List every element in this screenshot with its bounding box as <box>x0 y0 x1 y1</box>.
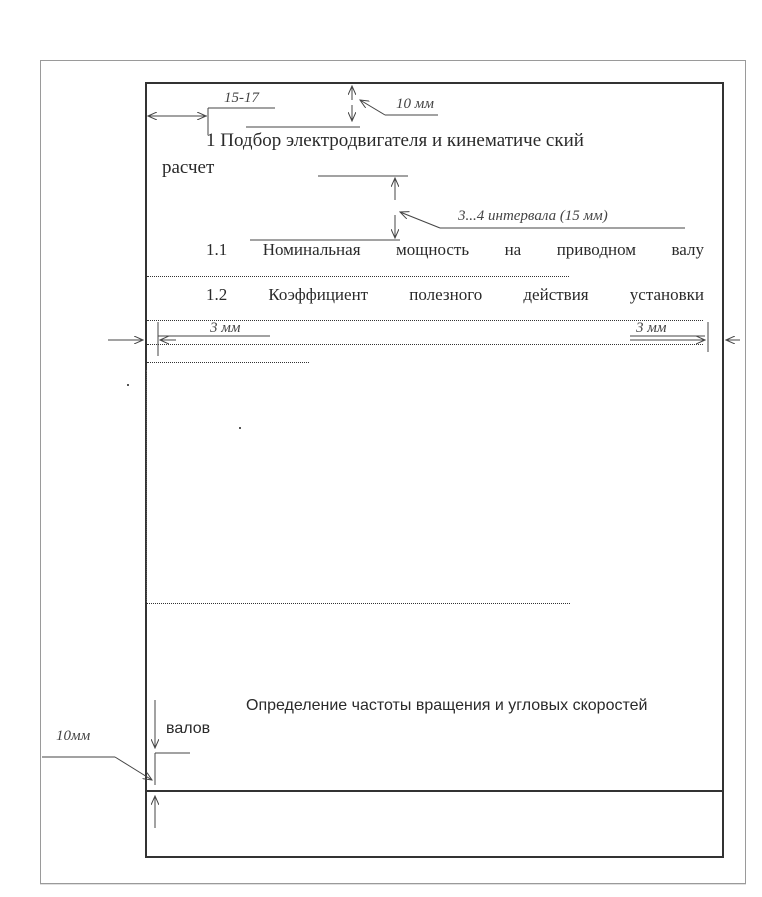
speck <box>239 427 241 429</box>
interval-leader <box>400 212 440 228</box>
indent-label: 15-17 <box>224 90 259 106</box>
item-1-1-row <box>206 240 704 260</box>
section1-heading: 1 Подбор электродвигателя и кинематиче ский <box>206 130 584 151</box>
item-word: мощность <box>396 240 470 259</box>
section2-heading-cont: валов <box>166 720 211 737</box>
dotted-fill-3 <box>147 344 703 345</box>
item-word: полезного <box>409 285 483 304</box>
item-word: валу <box>671 240 704 259</box>
dotted-fill-5 <box>147 603 570 604</box>
item-word: установки <box>629 285 704 304</box>
top-margin-leader <box>360 100 385 115</box>
item-number: 1.1 <box>206 240 228 259</box>
vertical-dotted-margin <box>146 370 147 602</box>
item-word: действия <box>523 285 589 304</box>
item-word: Номинальная <box>262 240 361 259</box>
dotted-fill-2 <box>147 320 703 321</box>
section1-heading-cont: расчет <box>162 157 215 178</box>
top-margin-label: 10 мм <box>396 96 434 112</box>
dotted-fill-1 <box>147 276 569 277</box>
section2-heading: Определение частоты вращения и угловых скоростей <box>246 697 648 714</box>
interval-label: 3...4 интервала (15 мм) <box>458 208 608 224</box>
item-1-2-row <box>206 285 704 305</box>
dotted-fill-4 <box>147 362 309 363</box>
bottom-margin-label: 10мм <box>56 728 91 744</box>
left-indent-label: 3 мм <box>210 320 241 336</box>
right-indent-label: 3 мм <box>636 320 667 336</box>
item-word: приводном <box>556 240 637 259</box>
item-word: Коэффициент <box>268 285 369 304</box>
speck <box>127 384 129 386</box>
item-number: 1.2 <box>206 285 228 304</box>
item-word: на <box>504 240 522 259</box>
bottom-leader <box>115 757 152 780</box>
